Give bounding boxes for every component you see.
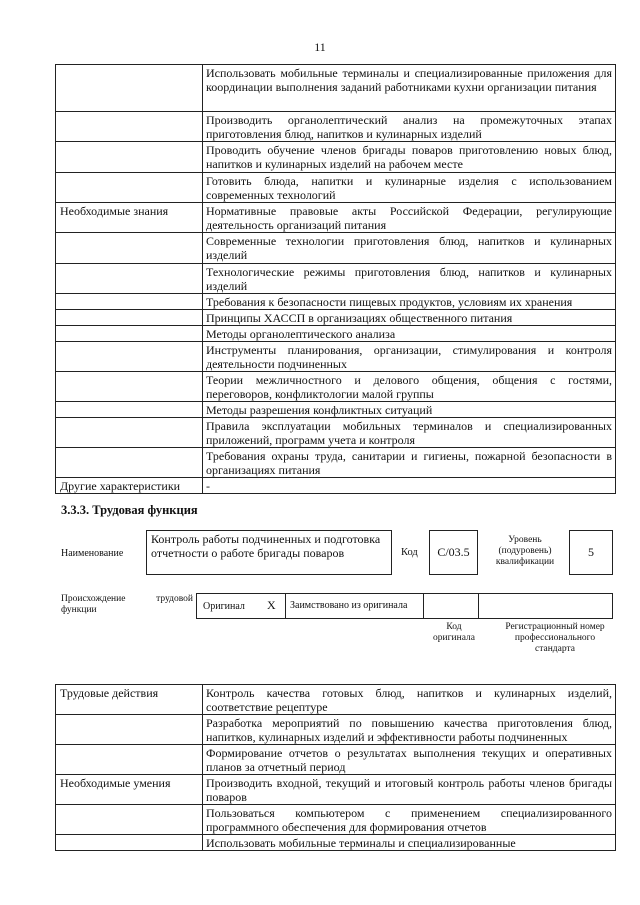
origin-row: [196, 593, 613, 619]
action-item: Разработка мероприятий по повышению качества приготовления блюд, напитков, кулинарных изделий и эффективности работы подчиненных: [203, 715, 616, 745]
other-label: Другие характеристики: [56, 478, 203, 494]
knowledge-item: Требования к безопасности пищевых продуктов, условиям их хранения: [203, 294, 616, 310]
knowledge-item: Методы органолептического анализа: [203, 326, 616, 342]
original-mark: X: [267, 598, 276, 612]
level-label: Уровень (подуровень) квалификации: [495, 535, 555, 567]
skill-item: Пользоваться компьютером с применением специализированного программного обеспечения для формирования отчетов: [203, 805, 616, 835]
skill-item: Использовать мобильные терминалы и специализированные: [203, 835, 616, 851]
knowledge-label: Необходимые знания: [56, 203, 203, 233]
borrowed-label: Заимствовано из оригинала: [290, 600, 408, 611]
divider: [285, 594, 286, 618]
skill-item: Производить входной, текущий и итоговый контроль работы членов бригады поваров: [203, 775, 616, 805]
level-value: 5: [588, 545, 594, 559]
section-heading: 3.3.3. Трудовая функция: [61, 503, 198, 517]
other-value: -: [203, 478, 616, 494]
name-label: Наименование: [61, 548, 124, 559]
skills-label: Необходимые умения: [56, 775, 203, 805]
actions-label: Трудовые действия: [56, 685, 203, 715]
divider: [478, 594, 479, 618]
divider: [423, 594, 424, 618]
page-number: 11: [314, 40, 326, 54]
level-value-box: [569, 530, 613, 575]
knowledge-item: Теории межличностного и делового общения, общения с гостями, переговоров, конфликтологии малой группы: [203, 372, 616, 402]
knowledge-item: Методы разрешения конфликтных ситуаций: [203, 402, 616, 418]
skill-item: Готовить блюда, напитки и кулинарные изделия с использованием современных технологий: [203, 173, 616, 203]
code-value: C/03.5: [437, 545, 470, 559]
code-value-box: [429, 530, 478, 575]
code-caption: Код оригинала: [433, 622, 475, 643]
name-value: Контроль работы подчиненных и подготовка отчетности о работе бригады поваров: [151, 532, 381, 560]
label-cell-empty: [56, 65, 203, 112]
knowledge-item: Технологические режимы приготовления блюд, напитков и кулинарных изделий: [203, 264, 616, 294]
knowledge-item: Инструменты планирования, организации, стимулирования и контроля деятельности подчиненных: [203, 342, 616, 372]
actions-table: [55, 684, 616, 851]
knowledge-table: [55, 64, 616, 494]
reg-caption: Регистрационный номер профессионального стандарта: [505, 622, 605, 654]
knowledge-item: Правила эксплуатации мобильных терминалов и специализированных приложений, программ учета и контроля: [203, 418, 616, 448]
name-value-box: [146, 530, 392, 575]
knowledge-item: Принципы ХАССП в организациях общественного питания: [203, 310, 616, 326]
skill-item: Использовать мобильные терминалы и специализированные приложения для координации выполнения заданий работниками кухни организации питания: [203, 65, 616, 112]
original-label: Оригинал: [203, 601, 245, 612]
code-label: Код: [401, 547, 418, 558]
action-item: Контроль качества готовых блюд, напитков и кулинарных изделий, соответствие рецептуре: [203, 685, 616, 715]
action-item: Формирование отчетов о результатах выполнения текущих и оперативных планов за отчетный период: [203, 745, 616, 775]
skill-item: Проводить обучение членов бригады поваров приготовлению новых блюд, напитков и кулинарных изделий на рабочем месте: [203, 142, 616, 173]
skill-item: Производить органолептический анализ на промежуточных этапах приготовления блюд, напитков и кулинарных изделий: [203, 112, 616, 142]
knowledge-item: Современные технологии приготовления блюд, напитков и кулинарных изделий: [203, 233, 616, 264]
knowledge-item: Требования охраны труда, санитарии и гигиены, пожарной безопасности в организациях питания: [203, 448, 616, 478]
knowledge-item: Нормативные правовые акты Российской Федерации, регулирующие деятельность организаций питания: [203, 203, 616, 233]
origin-label: Происхождение трудовой функции: [61, 594, 193, 615]
